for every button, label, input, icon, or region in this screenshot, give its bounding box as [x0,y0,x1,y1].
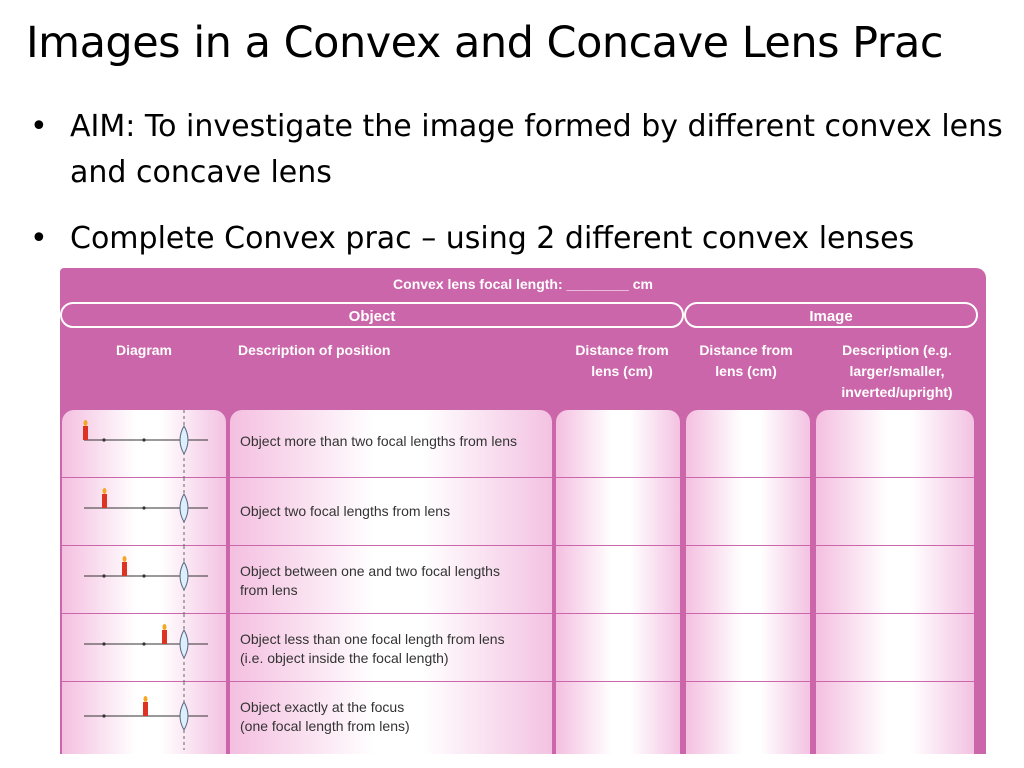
image-group-header: Image [684,302,978,328]
diagram-row [62,614,226,682]
bullet-icon: • [30,221,48,256]
results-table [60,268,986,754]
bullet-instruction [28,216,1008,262]
table-row [230,682,552,750]
bullet-aim-text: AIM: To investigate the image formed by different convex lens and concave lens [70,109,1003,190]
lens-diagram-icon [62,682,226,750]
row-3-description-line2: from lens [240,582,298,598]
image-distance-cell[interactable] [686,410,810,478]
diagram-row [62,410,226,478]
diagram-column [62,410,226,754]
table-row [230,478,552,546]
lens-diagram-icon [62,546,226,614]
col-header-diagram: Diagram [115,342,173,358]
diagram-row [62,682,226,750]
focal-length-label: Convex lens focal length: ________ cm [393,276,653,292]
table-row [230,546,552,614]
diagram-row [62,478,226,546]
diagram-row [62,546,226,614]
col-header-position: Description of position [238,342,391,358]
object-distance-cell[interactable] [556,682,680,750]
row-4-description-line1: Object less than one focal length from lens [240,631,505,647]
image-description-cell[interactable] [816,546,974,614]
bullet-icon: • [30,109,48,144]
image-distance-cell[interactable] [686,614,810,682]
row-3-description-line1: Object between one and two focal lengths [240,563,500,579]
object-distance-cell[interactable] [556,614,680,682]
object-distance-column [556,410,680,754]
col-header-object-distance: Distance from lens (cm) [575,342,669,379]
row-1-description: Object more than two focal lengths from lens [240,433,518,449]
col-header-image-distance: Distance from lens (cm) [699,342,793,379]
bullet-list [28,104,1008,282]
lens-diagram-icon [62,410,226,478]
position-column [230,410,552,754]
object-distance-cell[interactable] [556,410,680,478]
image-description-column [816,410,974,754]
image-distance-cell[interactable] [686,682,810,750]
bullet-aim [28,104,1008,196]
lens-diagram-icon [62,614,226,682]
row-5-description-line1: Object exactly at the focus [240,699,405,715]
row-2-description: Object two focal lengths from lens [240,503,451,519]
image-distance-cell[interactable] [686,546,810,614]
image-distance-column [686,410,810,754]
slide-title: Images in a Convex and Concave Lens Prac [26,18,944,68]
bullet-instruction-text: Complete Convex prac – using 2 different convex lenses [70,221,915,256]
row-5-description-line2: (one focal length from lens) [240,718,410,734]
col-header-image-description: Description (e.g. larger/smaller, inverted/upright) [841,342,953,400]
object-distance-cell[interactable] [556,546,680,614]
image-description-cell[interactable] [816,478,974,546]
image-distance-cell[interactable] [686,478,810,546]
table-row [230,614,552,682]
image-description-cell[interactable] [816,682,974,750]
object-distance-cell[interactable] [556,478,680,546]
image-description-cell[interactable] [816,410,974,478]
table-row [230,410,552,478]
lens-diagram-icon [62,478,226,546]
row-4-description-line2: (i.e. object inside the focal length) [240,650,449,666]
image-description-cell[interactable] [816,614,974,682]
object-group-header: Object [60,302,684,328]
